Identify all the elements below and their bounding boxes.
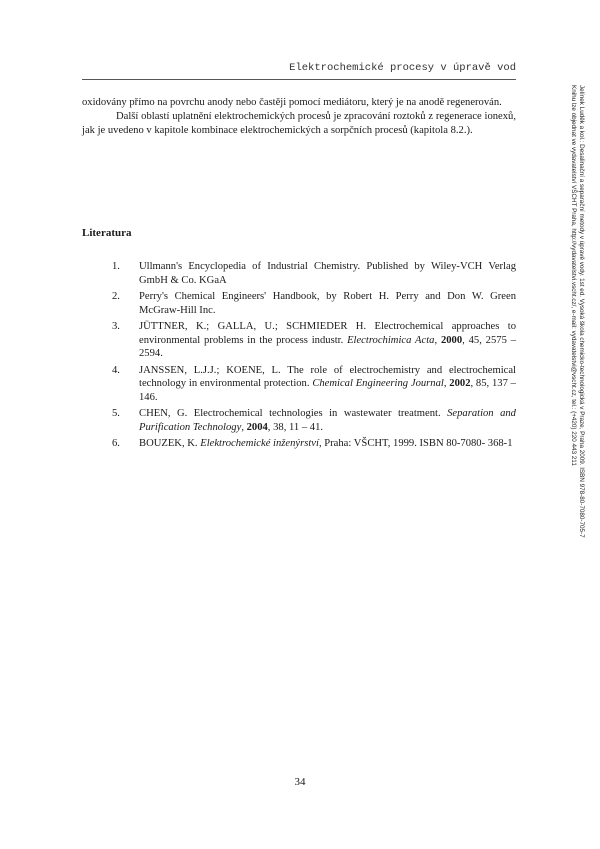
reference-item	[112, 437, 516, 451]
reference-text: CHEN, G. Electrochemical technologies in wastewater treatment.	[139, 408, 448, 419]
reference-text: ,	[241, 421, 247, 433]
reference-text: JANSSEN, L.J.J.; KOENE, L. The role of electrochemistry and electrochemical technology in environmental protection.	[139, 364, 516, 389]
page-number: 34	[294, 776, 306, 788]
reference-number: 2.	[112, 291, 120, 302]
reference-text: Electrochimica Acta	[347, 334, 435, 346]
reference-item	[112, 364, 516, 405]
reference-text: Chemical Engineering Journal	[312, 378, 444, 389]
header-divider	[82, 79, 516, 80]
running-header: Elektrochemické procesy v úpravě vod	[289, 62, 516, 74]
reference-text: 2000	[440, 334, 463, 346]
side-note	[569, 85, 585, 565]
reference-number: 5.	[112, 408, 120, 419]
reference-item	[112, 320, 516, 361]
reference-number: 3.	[112, 321, 120, 332]
section-title: Literatura	[82, 227, 132, 239]
reference-text: , 85, 137 – 146.	[139, 378, 516, 403]
reference-item	[112, 260, 516, 287]
reference-text: 2002	[449, 378, 471, 389]
reference-text: Separation and Purification Technology	[139, 408, 516, 433]
reference-list	[112, 260, 516, 454]
reference-text: Ullmann's Encyclopedia of Industrial Chemistry. Published by Wiley-VCH Verlag GmbH & Co. KGaA	[139, 261, 516, 286]
reference-number: 4.	[112, 364, 120, 376]
reference-text: ,	[443, 378, 450, 389]
paragraph: Další oblastí uplatnění elektrochemických procesů je zpracování roztoků z regenerace ionexů, jak je uvedeno v kapitole kombinace elektrochemických a sorpčních procesů (kapitola 8.2.).	[82, 111, 516, 136]
reference-text: BOUZEK, K.	[139, 438, 201, 449]
reference-text: , Praha: VŠCHT, 1999. ISBN 80-7080- 368-1	[318, 438, 513, 449]
side-note-contact: Knihu lze objednat ve vydavatelství VŠCHT Praha, http://vydavatelstvi.vscht.cz/, e-mail: vydavatelstvi@vscht.cz, tel.: (+420) 220 443 211	[570, 85, 577, 466]
reference-number: 1.	[112, 261, 120, 272]
reference-text: Elektrochemické inženýrství	[200, 438, 319, 449]
reference-text: ,	[434, 334, 441, 346]
reference-text: 2004	[246, 421, 268, 433]
reference-item	[112, 407, 516, 434]
reference-text: JÜTTNER, K.; GALLA, U.; SCHMIEDER H. Electrochemical approaches to environmental problems in the process industr.	[139, 321, 516, 346]
reference-text: , 45, 2575 – 2594.	[139, 334, 516, 359]
reference-number: 6.	[112, 438, 120, 449]
reference-item	[112, 290, 516, 317]
side-note-citation: Jelínek Luděk a kol.: Desalinační a separační metody v úpravě vody. 1st ed. Vysoká škola chemicko-technologická v Praze, Praha 2009. ISBN 978-80-7080-705-7	[578, 85, 585, 538]
reference-text: , 38, 11 – 41.	[267, 421, 324, 433]
paragraph: oxidovány přímo na povrchu anody nebo častěji pomocí mediátoru, který je na anodě regenerován.	[82, 97, 502, 108]
body-text	[82, 96, 516, 138]
reference-text: Perry's Chemical Engineers' Handbook, by Robert H. Perry and Don W. Green McGraw-Hill Inc.	[139, 291, 516, 316]
